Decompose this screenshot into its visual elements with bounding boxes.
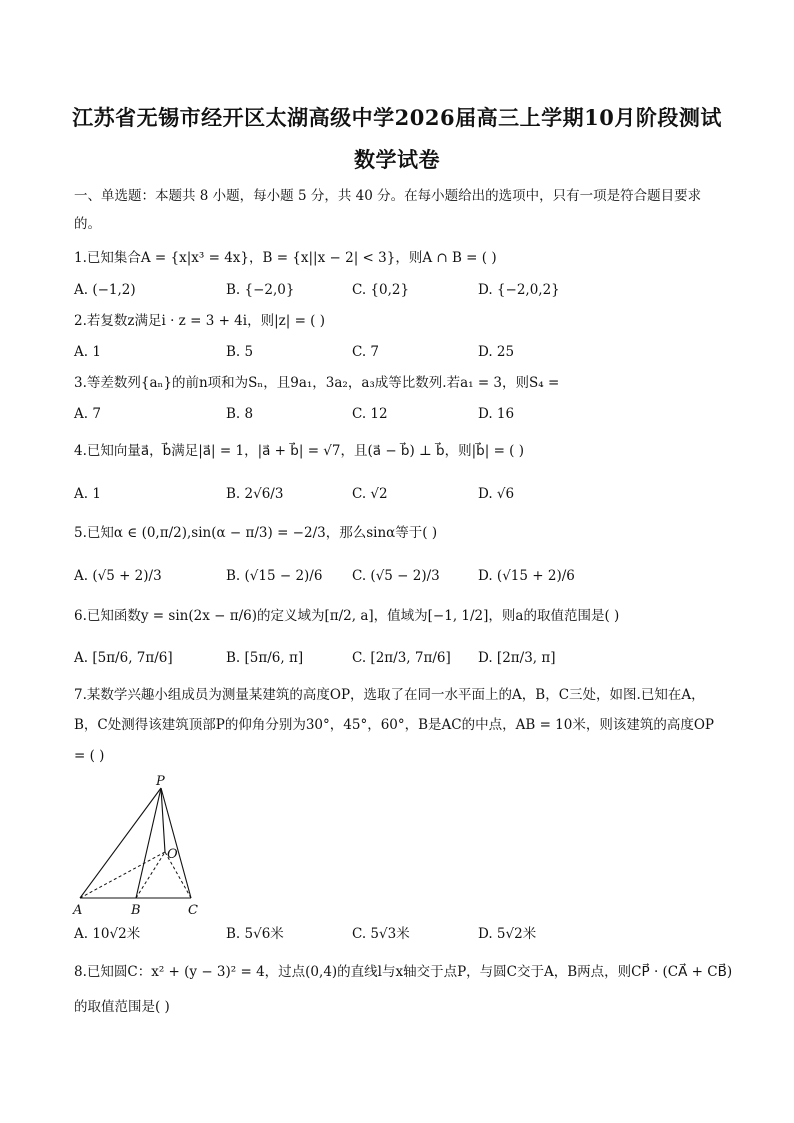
question-1-stem: 1.已知集合A = {x|x³ = 4x}，B = {x||x − 2| < 3}，则A ∩ B = ( ) <box>74 250 497 266</box>
exam-title: 江苏省无锡市经开区太湖高级中学2026届高三上学期10月阶段测试 <box>72 105 722 130</box>
section-heading-cont: 的。 <box>74 216 101 232</box>
question-5-stem: 5.已知α ∈ (0,π/2),sin(α − π/3) = −2/3，那么sinα等于( ) <box>74 525 438 541</box>
q3-option-a: A. 7 <box>74 406 101 422</box>
q2-option-a: A. 1 <box>74 344 101 360</box>
q7-option-d: D. 5√2米 <box>478 926 537 942</box>
q5-option-d: D. (√15 + 2)/6 <box>478 568 575 584</box>
question-6-stem: 6.已知函数y = sin(2x − π/6)的定义域为[π/2, a]，值域为[−1, 1/2]，则a的取值范围是( ) <box>74 608 620 624</box>
section-heading: 一、单选题：本题共 8 小题，每小题 5 分，共 40 分。在每小题给出的选项中，只有一项是符合题目要求 <box>74 188 702 204</box>
q7-figure-svg <box>70 772 210 920</box>
question-8-stem-line2: 的取值范围是( ) <box>74 999 170 1015</box>
q3-option-b: B. 8 <box>226 406 254 422</box>
q4-option-a: A. 1 <box>74 486 101 502</box>
question-2-stem: 2.若复数z满足i · z = 3 + 4i，则|z| = ( ) <box>74 313 326 329</box>
label-b: B <box>131 903 141 918</box>
question-7-stem-line3: = ( ) <box>74 748 105 764</box>
exam-subtitle: 数学试卷 <box>354 147 440 172</box>
q7-option-b: B. 5√6米 <box>226 926 284 942</box>
q7-geometry-figure <box>70 772 210 920</box>
edge-ao <box>80 852 165 898</box>
q6-option-d: D. [2π/3, π] <box>478 650 556 666</box>
q4-option-c: C. √2 <box>352 486 388 502</box>
q4-option-d: D. √6 <box>478 486 515 502</box>
q5-option-c: C. (√5 − 2)/3 <box>352 568 440 584</box>
q7-option-c: C. 5√3米 <box>352 926 410 942</box>
label-a: A <box>73 903 83 918</box>
q3-option-d: D. 16 <box>478 406 515 422</box>
question-7-stem-line2: B，C处测得该建筑顶部P的仰角分别为30°，45°，60°，B是AC的中点，AB = 10米，则该建筑的高度OP <box>74 717 715 733</box>
q6-option-a: A. [5π/6, 7π/6] <box>74 650 173 666</box>
edge-pc <box>161 788 191 898</box>
q1-option-b: B. {−2,0} <box>226 282 295 298</box>
q2-option-b: B. 5 <box>226 344 254 360</box>
q1-option-d: D. {−2,0,2} <box>478 282 560 298</box>
question-4-stem: 4.已知向量a⃗，b⃗满足|a⃗| = 1，|a⃗ + b⃗| = √7，且(a⃗ − b⃗) ⊥ b⃗，则|b⃗| = ( ) <box>74 443 524 459</box>
q5-option-a: A. (√5 + 2)/3 <box>74 568 162 584</box>
q7-option-a: A. 10√2米 <box>74 926 141 942</box>
q3-option-c: C. 12 <box>352 406 388 422</box>
label-o: O <box>167 847 178 862</box>
question-3-stem: 3.等差数列{aₙ}的前n项和为Sₙ，且9a₁，3a₂，a₃成等比数列.若a₁ = 3，则S₄ = <box>74 375 560 391</box>
q6-option-b: B. [5π/6, π] <box>226 650 304 666</box>
q5-option-b: B. (√15 − 2)/6 <box>226 568 323 584</box>
q1-option-c: C. {0,2} <box>352 282 410 298</box>
q2-option-c: C. 7 <box>352 344 380 360</box>
label-p: P <box>156 774 165 789</box>
q1-option-a: A. (−1,2) <box>74 282 136 298</box>
q4-option-b: B. 2√6/3 <box>226 486 284 502</box>
edge-po <box>161 788 165 852</box>
q2-option-d: D. 25 <box>478 344 515 360</box>
question-7-stem-line1: 7.某数学兴趣小组成员为测量某建筑的高度OP，选取了在同一水平面上的A，B，C三处，如图.已知在A， <box>74 687 705 703</box>
label-c: C <box>188 903 198 918</box>
question-8-stem-line1: 8.已知圆C：x² + (y − 3)² = 4，过点(0,4)的直线l与x轴交于点P，与圆C交于A，B两点，则CP⃗ · (CA⃗ + CB⃗) <box>74 964 733 980</box>
q6-option-c: C. [2π/3, 7π/6] <box>352 650 451 666</box>
edge-bo <box>136 852 165 898</box>
